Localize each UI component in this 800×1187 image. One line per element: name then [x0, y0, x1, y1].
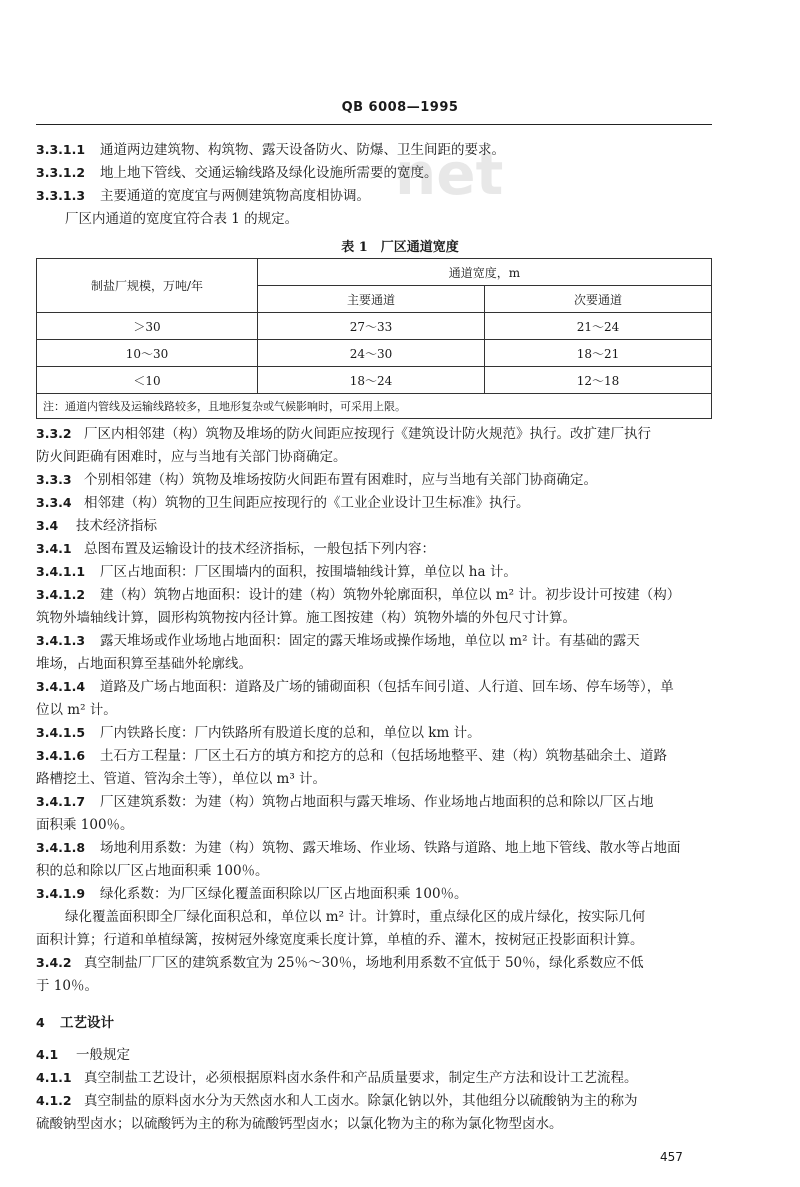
col-header-secondary: 次要通道	[485, 286, 712, 313]
clause-3-3-3: 3.3.3 个别相邻建（构）筑物及堆场按防火间距布置有困难时，应与当地有关部门协商确定。	[36, 472, 597, 488]
green-area-para-cont: 面积计算；行道和单植绿篱，按树冠外缘宽度乘长度计算，单植的乔、灌木，按树冠正投影面积计算。	[36, 932, 644, 948]
clause-3-4-2-cont: 于 10％。	[36, 978, 98, 994]
header-rule	[36, 124, 712, 125]
clause-3-4-1-3: 3.4.1.3 露天堆场或作业场地占地面积：固定的露天堆场或操作场地，单位以 m² 计。有基础的露天	[36, 633, 640, 649]
standard-header: QB 6008—1995	[341, 100, 459, 115]
col-header-width: 通道宽度，m	[258, 259, 712, 286]
clause-4-1-1: 4.1.1 真空制盐工艺设计，必须根据原料卤水条件和产品质量要求，制定生产方法和设计工艺流程。	[36, 1070, 638, 1086]
clause-3-3-2-cont: 防火间距确有困难时，应与当地有关部门协商确定。	[36, 449, 347, 465]
clause-3-4-1-6-cont: 路槽挖土、管道、管沟余土等），单位以 m³ 计。	[36, 771, 327, 787]
clause-3-4-1-1: 3.4.1.1 厂区占地面积：厂区围墙内的面积，按围墙轴线计算，单位以 ha 计。	[36, 564, 517, 580]
table-note: 注：通道内管线及运输线路较多，且地形复杂或气候影响时，可采用上限。	[37, 394, 712, 419]
clause-3-3-2: 3.3.2 厂区内相邻建（构）筑物及堆场的防火间距应按现行《建筑设计防火规范》执行。改扩建厂执行	[36, 426, 651, 442]
clause-3-4-1-2: 3.4.1.2 建（构）筑物占地面积：设计的建（构）筑物外轮廓面积，单位以 m² 计。初步设计可按建（构）	[36, 587, 681, 603]
clause-3-4-1-8-cont: 积的总和除以厂区占地面积乘 100％。	[36, 863, 269, 879]
clause-3-4-1-9: 3.4.1.9 绿化系数：为厂区绿化覆盖面积除以厂区占地面积乘 100％。	[36, 886, 468, 902]
section-3-4: 3.4 技术经济指标	[36, 518, 157, 534]
clause-3-3-1-1: 3.3.1.1 通道两边建筑物、构筑物、露天设备防火、防爆、卫生间距的要求。	[36, 142, 505, 158]
table-intro: 厂区内通道的宽度宜符合表 1 的规定。	[65, 211, 299, 227]
clause-3-4-2: 3.4.2 真空制盐厂厂区的建筑系数宜为 25％～30％，场地利用系数不宜低于 50％，绿化系数应不低	[36, 955, 644, 971]
clause-4-1-2: 4.1.2 真空制盐的原料卤水分为天然卤水和人工卤水。除氯化钠以外，其他组分以硫酸钠为主的称为	[36, 1093, 638, 1109]
clause-3-4-1-5: 3.4.1.5 厂内铁路长度：厂内铁路所有股道长度的总和，单位以 km 计。	[36, 725, 481, 741]
section-4-1-heading: 4.1 一般规定	[36, 1047, 130, 1063]
table-row: ＞30 27～33 21～24	[37, 313, 712, 340]
table-row: 10～30 24～30 18～21	[37, 340, 712, 367]
col-header-main: 主要通道	[258, 286, 485, 313]
table-row: ＜10 18～24 12～18	[37, 367, 712, 394]
section-4-heading: 4 工艺设计	[36, 1015, 114, 1031]
clause-3-4-1-2-cont: 筑物外墙轴线计算，圆形构筑物按内径计算。施工图按建（构）筑物外墙的外包尺寸计算。	[36, 610, 576, 626]
clause-3-4-1-4: 3.4.1.4 道路及广场占地面积：道路及广场的铺砌面积（包括车间引道、人行道、回车场、停车场等），单	[36, 679, 674, 695]
clause-3-4-1-3-cont: 堆场，占地面积算至基础外轮廓线。	[36, 656, 252, 672]
clause-3-3-4: 3.3.4 相邻建（构）筑物的卫生间距应按现行的《工业企业设计卫生标准》执行。	[36, 495, 530, 511]
road-width-table	[36, 258, 712, 419]
clause-3-4-1-4-cont: 位以 m² 计。	[36, 702, 117, 718]
col-header-scale: 制盐厂规模，万吨/年	[37, 259, 258, 313]
clause-3-4-1-7: 3.4.1.7 厂区建筑系数：为建（构）筑物占地面积与露天堆场、作业场地占地面积的总和除以厂区占地	[36, 794, 654, 810]
clause-4-1-2-cont: 硫酸钠型卤水；以硫酸钙为主的称为硫酸钙型卤水；以氯化物为主的称为氯化物型卤水。	[36, 1116, 563, 1132]
clause-3-4-1-7-cont: 面积乘 100％。	[36, 817, 134, 833]
green-area-para: 绿化覆盖面积即全厂绿化面积总和，单位以 m² 计。计算时，重点绿化区的成片绿化，按实际几何	[65, 909, 646, 925]
clause-3-3-1-2: 3.3.1.2 地上地下管线、交通运输线路及绿化设施所需要的宽度。	[36, 165, 438, 181]
clause-3-4-1: 3.4.1 总图布置及运输设计的技术经济指标，一般包括下列内容：	[36, 541, 435, 557]
clause-3-3-1-3: 3.3.1.3 主要通道的宽度宜与两侧建筑物高度相协调。	[36, 188, 370, 204]
clause-3-4-1-6: 3.4.1.6 土石方工程量：厂区土石方的填方和挖方的总和（包括场地整平、建（构）筑物基础余土、道路	[36, 748, 667, 764]
table-caption: 表 1 厂区通道宽度	[341, 240, 459, 255]
page-number: 457	[660, 1150, 683, 1164]
watermark: net	[395, 140, 504, 208]
clause-3-4-1-8: 3.4.1.8 场地利用系数：为建（构）筑物、露天堆场、作业场、铁路与道路、地上地下管线、散水等占地面	[36, 840, 681, 856]
